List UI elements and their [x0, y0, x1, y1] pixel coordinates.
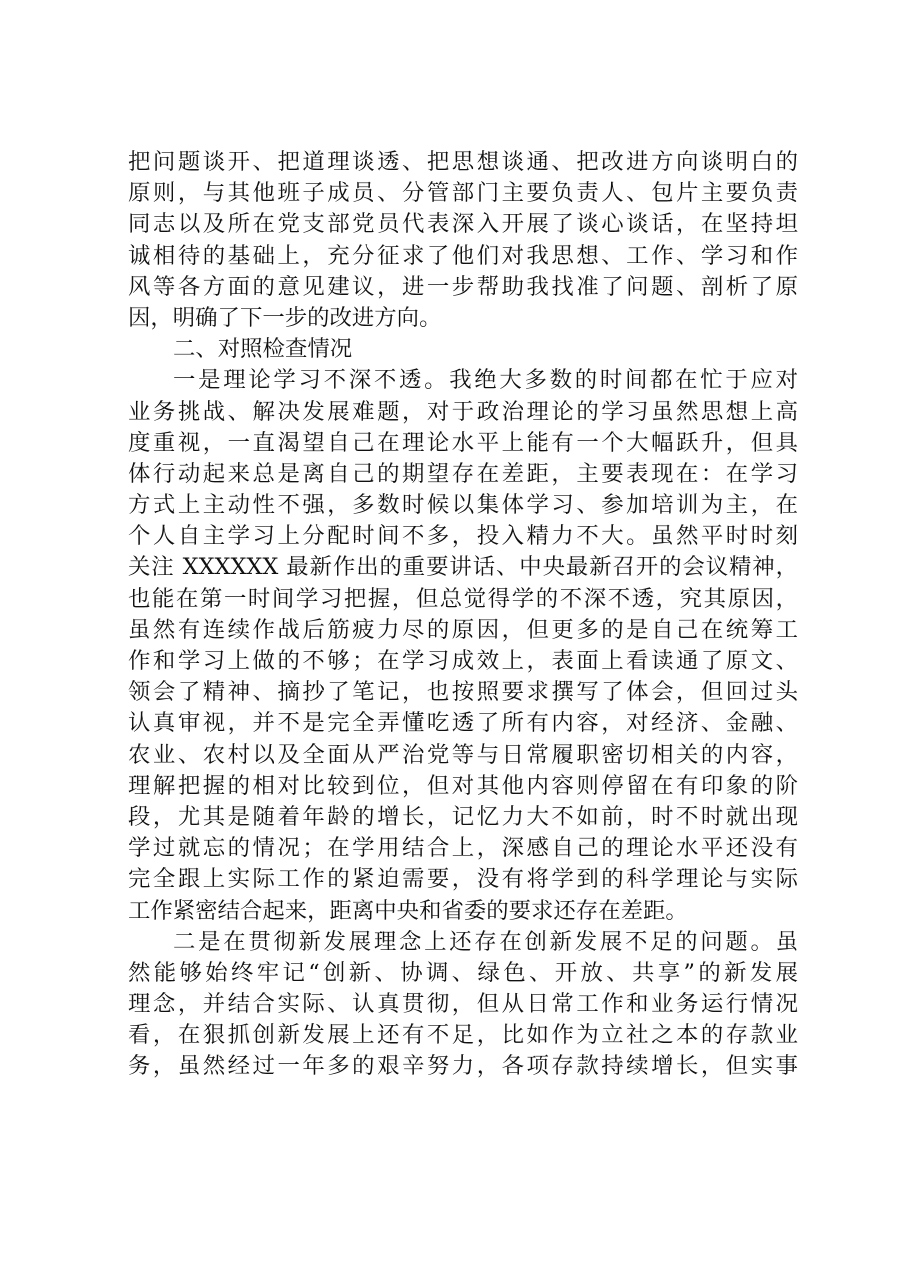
text-line: 看，在狠抓创新发展上还有不足，比如作为立社之本的存款业 — [128, 1022, 798, 1049]
paragraph-new-development — [128, 927, 798, 1083]
text-line: 关注 XXXXXX 最新作出的重要讲话、中央最新召开的会议精神， — [128, 554, 798, 581]
text-line: 农业、农村以及全面从严治党等与日常履职密切相关的内容， — [128, 741, 798, 768]
text-line: 工作紧密结合起来，距离中央和省委的要求还存在差距。 — [128, 897, 688, 924]
text-line: 个人自主学习上分配时间不多，投入精力不大。虽然平时时刻 — [128, 523, 798, 550]
text-line: 务，虽然经过一年多的艰辛努力，各项存款持续增长，但实事 — [128, 1053, 798, 1080]
text-line: 同志以及所在党支部党员代表深入开展了谈心谈话，在坚持坦 — [128, 211, 798, 238]
text-line: 风等各方面的意见建议，进一步帮助我找准了问题、剖析了原 — [128, 273, 798, 300]
heading-text: 二、对照检查情况 — [173, 336, 353, 363]
text-line: 二是在贯彻新发展理念上还存在创新发展不足的问题。虽 — [173, 928, 798, 955]
text-line: 诚相待的基础上，充分征求了他们对我思想、工作、学习和作 — [128, 242, 798, 269]
text-line: 段，尤其是随着年龄的增长，记忆力大不如前，时不时就出现 — [128, 803, 798, 830]
paragraph-talks — [128, 147, 798, 334]
text-line: 虽然有连续作战后筋疲力尽的原因，但更多的是自己在统筹工 — [128, 616, 798, 643]
text-line: 理解把握的相对比较到位，但对其他内容则停留在有印象的阶 — [128, 772, 798, 799]
document-body — [128, 147, 798, 1083]
text-line: 完全跟上实际工作的紧迫需要，没有将学到的科学理论与实际 — [128, 866, 798, 893]
text-line: 体行动起来总是离自己的期望存在差距，主要表现在：在学习 — [128, 460, 798, 487]
text-line: 方式上主动性不强，多数时候以集体学习、参加培训为主，在 — [128, 492, 798, 519]
text-line: 把问题谈开、把道理谈透、把思想谈通、把改进方向谈明白的 — [128, 149, 798, 175]
text-line: 也能在第一时间学习把握，但总觉得学的不深不透，究其原因， — [128, 585, 798, 612]
text-line: 原则，与其他班子成员、分管部门主要负责人、包片主要负责 — [128, 180, 798, 207]
text-line: 度重视，一直渴望自己在理论水平上能有一个大幅跃升，但具 — [128, 429, 798, 456]
section-heading — [128, 334, 798, 365]
paragraph-theory-study — [128, 365, 798, 926]
text-line: 业务挑战、解决发展难题，对于政治理论的学习虽然思想上高 — [128, 398, 798, 425]
text-line: 理念，并结合实际、认真贯彻，但从日常工作和业务运行情况 — [128, 991, 798, 1018]
text-line: 一是理论学习不深不透。我绝大多数的时间都在忙于应对 — [173, 367, 798, 394]
text-line: 领会了精神、摘抄了笔记，也按照要求撰写了体会，但回过头 — [128, 679, 798, 706]
text-line: 认真审视，并不是完全弄懂吃透了所有内容，对经济、金融、 — [128, 710, 798, 737]
text-line: 因，明确了下一步的改进方向。 — [128, 304, 442, 331]
text-line: 作和学习上做的不够；在学习成效上，表面上看读通了原文、 — [128, 648, 798, 674]
text-line: 然能够始终牢记“创新、协调、绿色、开放、共享”的新发展 — [128, 959, 798, 986]
text-line: 学过就忘的情况；在学用结合上，深感自己的理论水平还没有 — [128, 835, 798, 862]
